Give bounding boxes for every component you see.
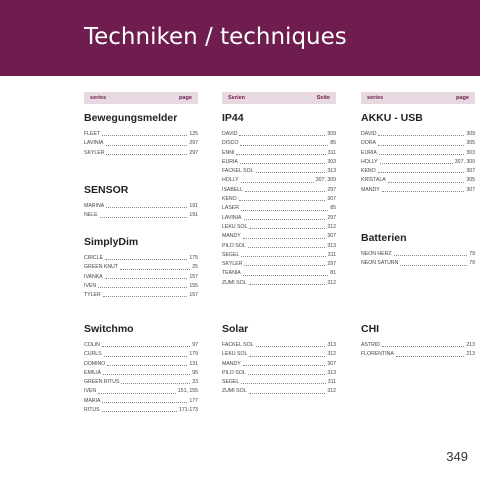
dot-leader [239, 195, 326, 201]
dot-leader [248, 369, 326, 375]
index-entry [222, 387, 336, 396]
entry-page: 85 [330, 140, 336, 147]
entry-page: 125 [189, 131, 198, 137]
entry-page: 311 [327, 149, 336, 156]
index-entry [222, 350, 336, 359]
dot-leader [121, 378, 190, 384]
index-entry [361, 176, 475, 185]
entry-name: NEON HERZ [361, 251, 392, 257]
title-main: Techniken [84, 24, 198, 50]
entry-name: KENO [361, 168, 376, 175]
index-entry [222, 158, 336, 167]
index-entry [84, 350, 198, 359]
index-entry [361, 350, 475, 359]
header-banner [0, 0, 480, 76]
index-entry [222, 139, 336, 148]
dot-leader [102, 397, 187, 403]
dot-leader [256, 341, 326, 347]
entry-page: 175 [189, 255, 198, 261]
index-entry [84, 378, 198, 387]
entry-page: 191 [189, 203, 198, 209]
dot-leader [236, 149, 325, 155]
entry-page: 313 [327, 168, 336, 175]
entry-page: 305 [466, 140, 475, 147]
page-number: 349 [446, 449, 468, 464]
entry-page: 81 [330, 270, 336, 277]
index-entry [84, 273, 198, 282]
index-entry [222, 242, 336, 251]
entry-name: TYLER [84, 292, 101, 299]
entry-name: LASER [222, 205, 240, 212]
index-entry [222, 186, 336, 195]
entry-name: HOLLY [222, 177, 239, 184]
index-entry [222, 369, 336, 378]
index-entry [222, 260, 336, 269]
index-entry [361, 259, 475, 268]
entry-page: 213 [466, 351, 475, 358]
entry-name: DOMINO [84, 360, 106, 367]
entry-page: 312 [327, 351, 336, 358]
column-header [222, 92, 336, 104]
entry-page: 131 [189, 360, 198, 367]
entry-name: KENO [222, 196, 237, 203]
dot-leader [106, 149, 187, 155]
index-entry [222, 279, 336, 288]
entry-name: MANDY [361, 186, 380, 193]
entry-page: 303 [466, 149, 475, 156]
column-3 [361, 92, 475, 358]
entry-name: SKYLER [222, 261, 243, 268]
entry-page: 313 [327, 369, 336, 376]
index-entry [361, 250, 475, 259]
index-entry [361, 167, 475, 176]
entry-name: NEON SATURN [361, 260, 399, 267]
entry-name: FACKEL SOL [222, 168, 254, 175]
column-header [84, 92, 198, 104]
dot-leader [241, 176, 314, 182]
index-entry [84, 369, 198, 378]
index-entry [361, 186, 475, 195]
entry-name: ASTRID [361, 342, 381, 348]
index-section [361, 323, 475, 360]
dot-leader [120, 263, 190, 269]
index-entry [361, 158, 475, 167]
dot-leader [380, 158, 453, 164]
section-title: AKKU - USB [361, 112, 423, 124]
index-entry [222, 360, 336, 369]
dot-leader [239, 130, 325, 136]
entry-page: 312 [327, 388, 336, 395]
entry-page: 307, 309 [454, 158, 475, 165]
entry-page: 297 [189, 149, 198, 156]
entry-page: 151, 155 [177, 388, 198, 395]
dot-leader [106, 202, 187, 208]
entry-name: IVEN [84, 388, 97, 395]
entry-page: 307 [466, 168, 475, 175]
dot-leader [105, 254, 187, 260]
section-title: SENSOR [84, 184, 129, 196]
index-entry [222, 167, 336, 176]
entry-name: KRISTALA [361, 177, 386, 184]
index-entry [222, 195, 336, 204]
entry-name: PILO SOL [222, 242, 246, 249]
entry-name: FACKEL SOL [222, 342, 254, 348]
index-entry [361, 130, 475, 139]
index-entry [84, 282, 198, 291]
column-header-page: Seite [316, 95, 330, 101]
entry-page: 79 [469, 251, 475, 257]
index-entry [84, 341, 198, 350]
entry-page: 309 [466, 131, 475, 137]
dot-leader [378, 139, 464, 145]
dot-leader [378, 130, 464, 136]
column-header [361, 92, 475, 104]
dot-leader [382, 186, 465, 192]
dot-leader [102, 406, 177, 412]
index-entry [84, 211, 198, 220]
index-entry [84, 291, 198, 300]
index-entry [84, 263, 198, 272]
dot-leader [378, 167, 465, 173]
dot-leader [248, 242, 326, 248]
dot-leader [388, 176, 465, 182]
entry-page: 307 [327, 360, 336, 367]
column-header-series: Serien [228, 95, 246, 101]
dot-leader [256, 167, 326, 173]
entry-name: RITUS [84, 407, 100, 414]
dot-leader [100, 211, 188, 217]
dot-leader [400, 259, 467, 265]
index-entry [361, 149, 475, 158]
dot-leader [107, 360, 187, 366]
entry-page: 307 [327, 233, 336, 240]
entry-name: DISCO [222, 140, 239, 147]
dot-leader [102, 341, 190, 347]
column-header-series: series [367, 95, 384, 101]
entry-name: EMILIA [84, 369, 102, 376]
entry-page: 191 [189, 212, 198, 219]
dot-leader [249, 350, 325, 356]
entry-name: LEKU SOL [222, 351, 248, 358]
index-section [84, 184, 198, 221]
index-entry [222, 204, 336, 213]
section-title: IP44 [222, 112, 244, 124]
entry-name: ISABELL [222, 186, 244, 193]
index-section [84, 112, 198, 158]
index-entry [84, 254, 198, 263]
index-entry [222, 341, 336, 350]
entry-name: EURIA [361, 149, 377, 156]
entry-name: LEKU SOL [222, 223, 248, 230]
dot-leader [102, 130, 187, 136]
dot-leader [98, 387, 176, 393]
index-entry [222, 251, 336, 260]
dot-leader [394, 250, 468, 256]
column-2 [222, 92, 336, 395]
entry-name: GREEN RITUS [84, 379, 120, 386]
entry-page: 307, 309 [315, 177, 336, 184]
index-entry [84, 130, 198, 139]
entry-name: MARIA [84, 397, 101, 404]
entry-page: 297 [327, 261, 336, 268]
dot-leader [379, 149, 464, 155]
index-entry [222, 223, 336, 232]
entry-name: PILO SOL [222, 369, 246, 376]
dot-leader [241, 251, 325, 257]
entry-name: COLIN [84, 342, 100, 348]
dot-leader [243, 232, 326, 238]
index-entry [222, 130, 336, 139]
index-entry [84, 387, 198, 396]
entry-page: 297 [189, 140, 198, 147]
column-header-page: page [178, 95, 192, 101]
entry-page: 307 [327, 196, 336, 203]
entry-page: 79 [469, 260, 475, 267]
index-entry [84, 149, 198, 158]
dot-leader [105, 273, 188, 279]
entry-page: 297 [327, 214, 336, 221]
entry-page: 311 [327, 379, 336, 386]
index-entry [361, 341, 475, 350]
index-entry [222, 149, 336, 158]
entry-page: 85 [330, 205, 336, 212]
dot-leader [396, 350, 464, 356]
dot-leader [98, 282, 187, 288]
dot-leader [240, 158, 325, 164]
index-entry [222, 232, 336, 241]
column-header-page: page [455, 95, 469, 101]
index-entry [84, 139, 198, 148]
index-entry [222, 269, 336, 278]
dot-leader [244, 260, 325, 266]
entry-name: DORA [361, 140, 376, 147]
dot-leader [240, 139, 328, 145]
entry-name: NELE [84, 212, 98, 219]
index-section [361, 232, 475, 269]
entry-name: MARINA [84, 203, 105, 209]
title-sub: techniques [220, 24, 347, 50]
column-1 [84, 92, 198, 414]
entry-page: 307 [466, 186, 475, 193]
entry-name: DAVID [222, 131, 238, 137]
entry-page: 23 [192, 379, 198, 386]
entry-name: SKYLER [84, 149, 105, 156]
entry-name: LAVINIA [84, 140, 104, 147]
index-section [222, 323, 336, 397]
entry-name: GREEN KNUT [84, 264, 119, 271]
entry-page: 157 [189, 273, 198, 280]
entry-page: 313 [327, 342, 336, 348]
entry-name: LAVINIA [222, 214, 242, 221]
entry-page: 171-173 [178, 407, 198, 414]
index-entry [84, 397, 198, 406]
entry-name: HOLLY [361, 158, 378, 165]
page-title [84, 24, 347, 50]
index-entry [361, 139, 475, 148]
index-entry [84, 360, 198, 369]
section-title: Switchmo [84, 323, 134, 335]
index-section [84, 323, 198, 415]
dot-leader [104, 350, 188, 356]
section-title: CHI [361, 323, 380, 335]
entry-name: SEGEL [222, 251, 240, 258]
dot-leader [249, 223, 325, 229]
entry-page: 312 [327, 223, 336, 230]
entry-name: MANDY [222, 233, 241, 240]
entry-name: IVEN [84, 282, 97, 289]
dot-leader [244, 214, 326, 220]
dot-leader [106, 139, 188, 145]
entry-page: 313 [327, 242, 336, 249]
entry-name: DAVID [361, 131, 377, 137]
entry-name: IVANKA [84, 273, 103, 280]
entry-page: 311 [327, 251, 336, 258]
entry-name: ZUMI SOL [222, 388, 247, 395]
index-entry [84, 406, 198, 415]
dot-leader [241, 204, 328, 210]
section-title: Solar [222, 323, 249, 335]
index-entry [84, 202, 198, 211]
entry-page: 297 [327, 186, 336, 193]
section-title: Batterien [361, 232, 407, 244]
title-separator: / [197, 24, 221, 50]
entry-name: FLEET [84, 131, 101, 137]
entry-page: 312 [327, 279, 336, 286]
entry-name: FLORENTINA [361, 351, 394, 358]
section-title: Bewegungsmelder [84, 112, 178, 124]
dot-leader [103, 291, 188, 297]
section-title: SimplyDim [84, 236, 139, 248]
entry-page: 213 [466, 342, 475, 348]
dot-leader [243, 269, 328, 275]
entry-page: 157 [189, 292, 198, 299]
entry-page: 303 [327, 158, 336, 165]
index-entry [222, 378, 336, 387]
entry-page: 155 [189, 282, 198, 289]
entry-name: EURIA [222, 158, 238, 165]
dot-leader [382, 341, 464, 347]
entry-page: 305 [466, 177, 475, 184]
entry-page: 95 [192, 369, 198, 376]
dot-leader [243, 360, 326, 366]
entry-name: ZUMI SOL [222, 279, 247, 286]
index-entry [222, 176, 336, 185]
dot-leader [245, 186, 325, 192]
entry-name: CURLS [84, 351, 102, 358]
dot-leader [249, 279, 326, 285]
entry-page: 179 [189, 351, 198, 358]
column-header-series: series [90, 95, 107, 101]
entry-name: MANDY [222, 360, 241, 367]
entry-name: CIRCLE [84, 255, 104, 261]
entry-name: SEGEL [222, 379, 240, 386]
index-section [84, 236, 198, 300]
entry-page: 25 [192, 264, 198, 271]
index-section [222, 112, 336, 288]
dot-leader [241, 378, 325, 384]
index-section [361, 112, 475, 195]
index-entry [222, 214, 336, 223]
entry-name: ENNI [222, 149, 235, 156]
entry-page: 97 [192, 342, 198, 348]
dot-leader [103, 369, 190, 375]
entry-page: 309 [327, 131, 336, 137]
entry-page: 177 [189, 397, 198, 404]
dot-leader [249, 387, 326, 393]
entry-name: TEANIA [222, 270, 241, 277]
